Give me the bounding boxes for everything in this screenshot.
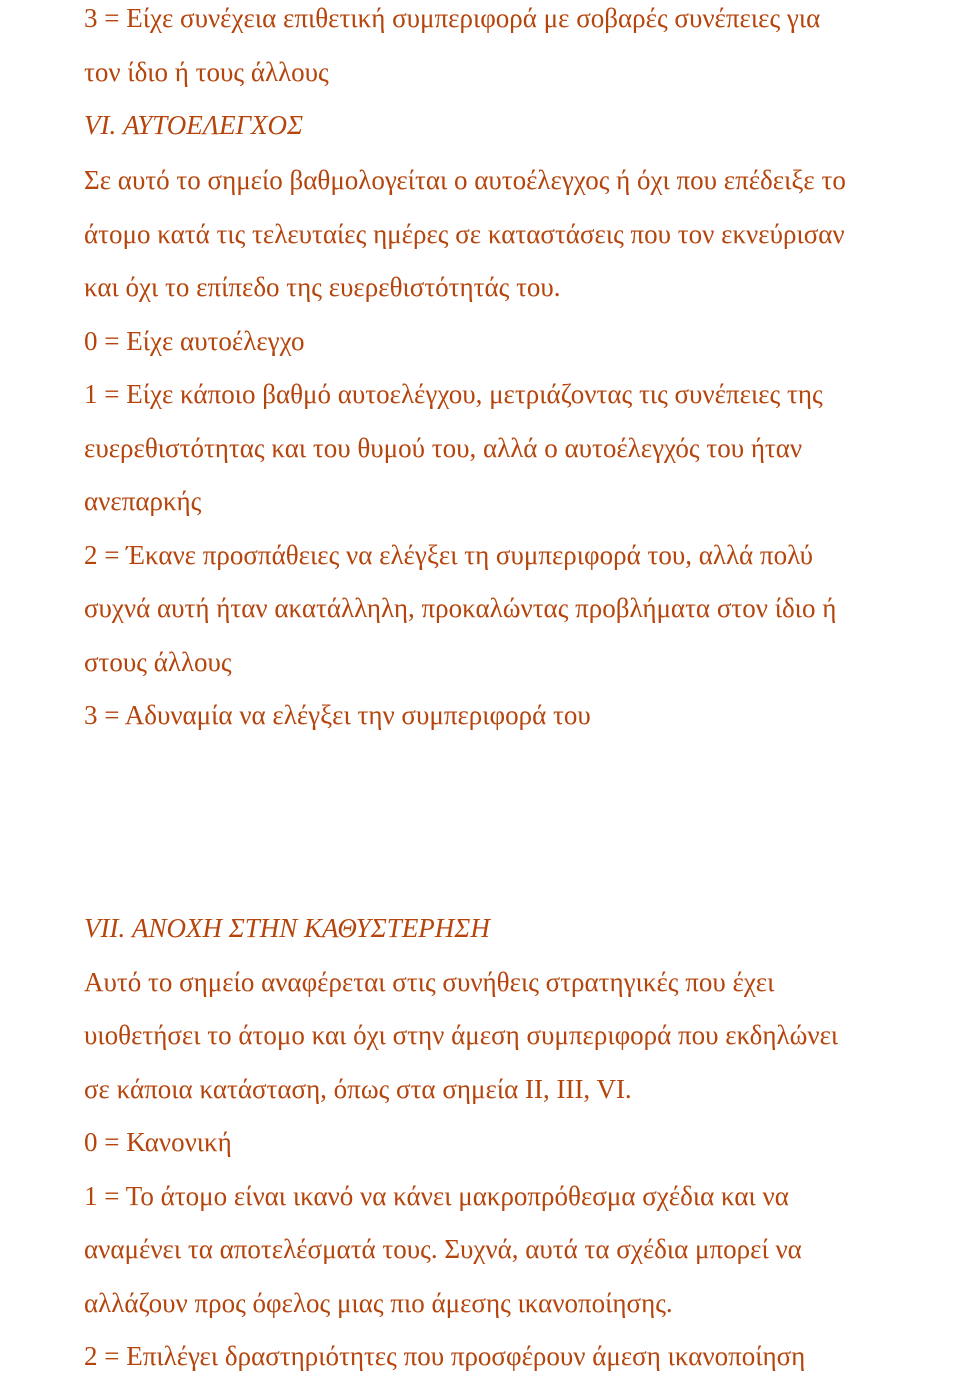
section-vi-score-2-line-1: 2 = Έκανε προσπάθειες να ελέγξει τη συμπεριφορά του, αλλά πολύ: [84, 540, 814, 570]
section-vi-score-1-line-3: ανεπαρκής: [84, 486, 202, 516]
section-vi-description-line-3: και όχι το επίπεδο της ευερεθιστότητάς του.: [84, 272, 561, 302]
section-vi-description-line-2: άτομο κατά τις τελευταίες ημέρες σε καταστάσεις που τον εκνεύρισαν: [84, 219, 845, 249]
section-vi-score-2-line-2: συχνά αυτή ήταν ακατάλληλη, προκαλώντας προβλήματα στον ίδιο ή: [84, 593, 837, 623]
scale-item-3-line-2: τον ίδιο ή τους άλλους: [84, 57, 329, 87]
section-vii-description-line-2: υιοθετήσει το άτομο και όχι στην άμεση συμπεριφορά που εκδηλώνει: [84, 1020, 839, 1050]
section-vii-score-1-line-1: 1 = Το άτομο είναι ικανό να κάνει μακροπρόθεσμα σχέδια και να: [84, 1181, 789, 1211]
section-vi-score-3: 3 = Αδυναμία να ελέγξει την συμπεριφορά του: [84, 700, 591, 730]
scale-item-3-line-1: 3 = Είχε συνέχεια επιθετική συμπεριφορά με σοβαρές συνέπειες για: [84, 3, 821, 33]
section-vii-score-0: 0 = Κανονική: [84, 1127, 232, 1157]
section-vi-score-1-line-2: ευερεθιστότητας και του θυμού του, αλλά ο αυτοέλεγχός του ήταν: [84, 433, 803, 463]
section-vii-description-line-3: σε κάποια κατάσταση, όπως στα σημεία II, III, VI.: [84, 1074, 632, 1104]
section-heading-vii: VII. ΑΝΟΧΗ ΣΤΗΝ ΚΑΘΥΣΤΕΡΗΣΗ: [84, 913, 490, 943]
section-vii-score-1-line-3: αλλάζουν προς όφελος μιας πιο άμεσης ικανοποίησης.: [84, 1288, 673, 1318]
section-heading-vi: VI. ΑΥΤΟΕΛΕΓΧΟΣ: [84, 110, 303, 140]
section-vii-score-1-line-2: αναμένει τα αποτελέσματά τους. Συχνά, αυτά τα σχέδια μπορεί να: [84, 1234, 802, 1264]
section-vi-score-0: 0 = Είχε αυτοέλεγχο: [84, 326, 305, 356]
section-vi-score-1-line-1: 1 = Είχε κάποιο βαθμό αυτοελέγχου, μετριάζοντας τις συνέπειες της: [84, 379, 823, 409]
section-vi-description-line-1: Σε αυτό το σημείο βαθμολογείται ο αυτοέλεγχος ή όχι που επέδειξε το: [84, 165, 846, 195]
section-vi-score-2-line-3: στους άλλους: [84, 647, 232, 677]
section-vii-description-line-1: Αυτό το σημείο αναφέρεται στις συνήθεις στρατηγικές που έχει: [84, 967, 775, 997]
section-vii-score-2: 2 = Επιλέγει δραστηριότητες που προσφέρουν άμεση ικανοποίηση: [84, 1341, 806, 1371]
